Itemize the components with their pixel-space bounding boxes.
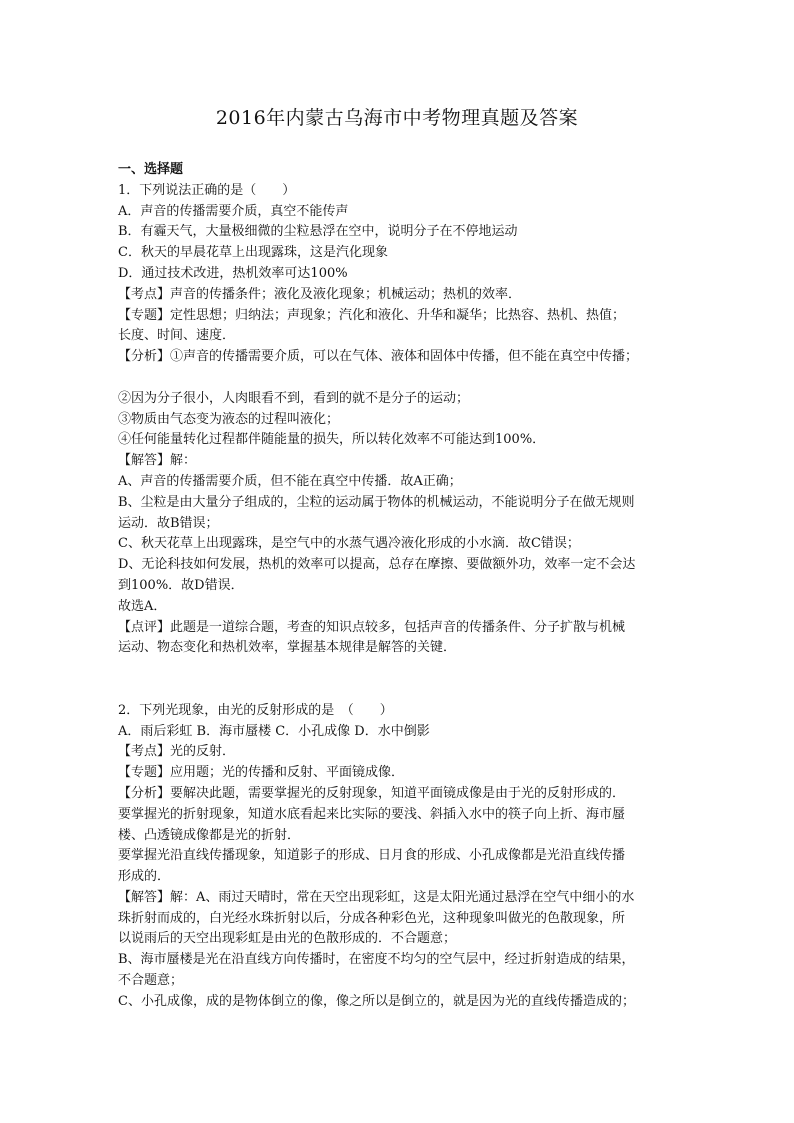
- text-line: C、小孔成像，成的是物体倒立的像，像之所以是倒立的，就是因为光的直线传播造成的；: [118, 993, 635, 1009]
- text-line: C．秋天的早晨花草上出现露珠，这是汽化现象: [118, 245, 388, 261]
- text-line: 珠折射而成的，白光经水珠折射以后，分成各种彩色光，这种现象叫做光的色散现象，所: [118, 910, 626, 926]
- blank-gap: [118, 659, 678, 701]
- text-line: 【考点】光的反射．: [118, 744, 236, 760]
- page-title: 2016年内蒙古乌海市中考物理真题及答案: [215, 107, 579, 129]
- text-line: 【分析】①声音的传播需要介质，可以在气体、液体和固体中传播，但不能在真空中传播；: [118, 349, 639, 365]
- text-line: 【考点】声音的传播条件；液化及液化现象；机械运动；热机的效率．: [118, 286, 522, 302]
- text-line: 【解答】解：A、雨过天晴时，常在天空出现彩虹，这是太阳光通过悬浮在空气中细小的水: [118, 889, 635, 905]
- text-line: B、尘粒是由大量分子组成的，尘粒的运动属于物体的机械运动，不能说明分子在做无规则: [118, 494, 635, 510]
- text-line: ③物质由气态变为液态的过程叫液化；: [118, 411, 340, 427]
- text-line: A．雨后彩虹 B．海市蜃楼 C．小孔成像 D．水中倒影: [118, 723, 430, 739]
- text-line: 到100%．故D错误．: [118, 577, 244, 593]
- text-line: 以说雨后的天空出现彩虹是由光的色散形成的．不合题意；: [118, 931, 457, 947]
- text-line: A．声音的传播需要介质，真空不能传声: [118, 203, 349, 219]
- text-line: ④任何能量转化过程都伴随能量的损失，所以转化效率不可能达到100%．: [118, 432, 546, 448]
- text-line: 【点评】此题是一道综合题，考查的知识点较多，包括声音的传播条件、分子扩散与机械: [118, 619, 626, 635]
- question-2: [118, 701, 678, 1013]
- text-line: 1．下列说法正确的是（ ）: [118, 182, 296, 198]
- text-line: B．有霾天气，大量极细微的尘粒悬浮在空中，说明分子在不停地运动: [118, 224, 518, 240]
- text-line: 形成的．: [118, 869, 171, 885]
- blank-line: [118, 368, 678, 389]
- section-heading: 一、选择题: [118, 162, 184, 177]
- text-line: C、秋天花草上出现露珠，是空气中的水蒸气遇冷液化形成的小水滴．故C错误；: [118, 536, 580, 552]
- text-line: 不合题意；: [118, 973, 184, 989]
- question-1: [118, 181, 678, 659]
- text-line: 楼、凸透镜成像都是光的折射．: [118, 827, 301, 843]
- text-line: 运动．故B错误；: [118, 515, 219, 531]
- text-line: 长度、时间、速度．: [118, 328, 236, 344]
- text-line: 【专题】定性思想；归纳法；声现象；汽化和液化、升华和凝华；比热容、热机、热值；: [118, 307, 626, 323]
- text-line: 要掌握光沿直线传播现象，知道影子的形成、日月食的形成、小孔成像都是光沿直线传播: [118, 848, 626, 864]
- text-line: 【专题】应用题；光的传播和反射、平面镜成像．: [118, 765, 405, 781]
- text-line: ②因为分子很小，人肉眼看不到，看到的就不是分子的运动；: [118, 390, 470, 406]
- text-line: 故选A．: [118, 598, 167, 614]
- text-line: B、海市蜃楼是光在沿直线方向传播时，在密度不均匀的空气层中，经过折射造成的结果，: [118, 952, 635, 968]
- text-line: D、无论科技如何发展，热机的效率可以提高，总存在摩擦、要做额外功，效率一定不会达: [118, 557, 636, 573]
- text-line: 要掌握光的折射现象，知道水底看起来比实际的要浅、斜插入水中的筷子向上折、海市蜃: [118, 806, 626, 822]
- text-line: D．通过技术改进，热机效率可达100%: [118, 265, 348, 281]
- document-body: [118, 160, 678, 1013]
- text-line: A、声音的传播需要介质，但不能在真空中传播．故A正确；: [118, 473, 462, 489]
- text-line: 【解答】解：: [118, 453, 197, 469]
- text-line: 运动、物态变化和热机效率，掌握基本规律是解答的关键．: [118, 640, 457, 656]
- text-line: 2．下列光现象，由光的反射形成的是 （ ）: [118, 702, 393, 718]
- text-line: 【分析】要解决此题，需要掌握光的反射现象，知道平面镜成像是由于光的反射形成的．: [118, 785, 626, 801]
